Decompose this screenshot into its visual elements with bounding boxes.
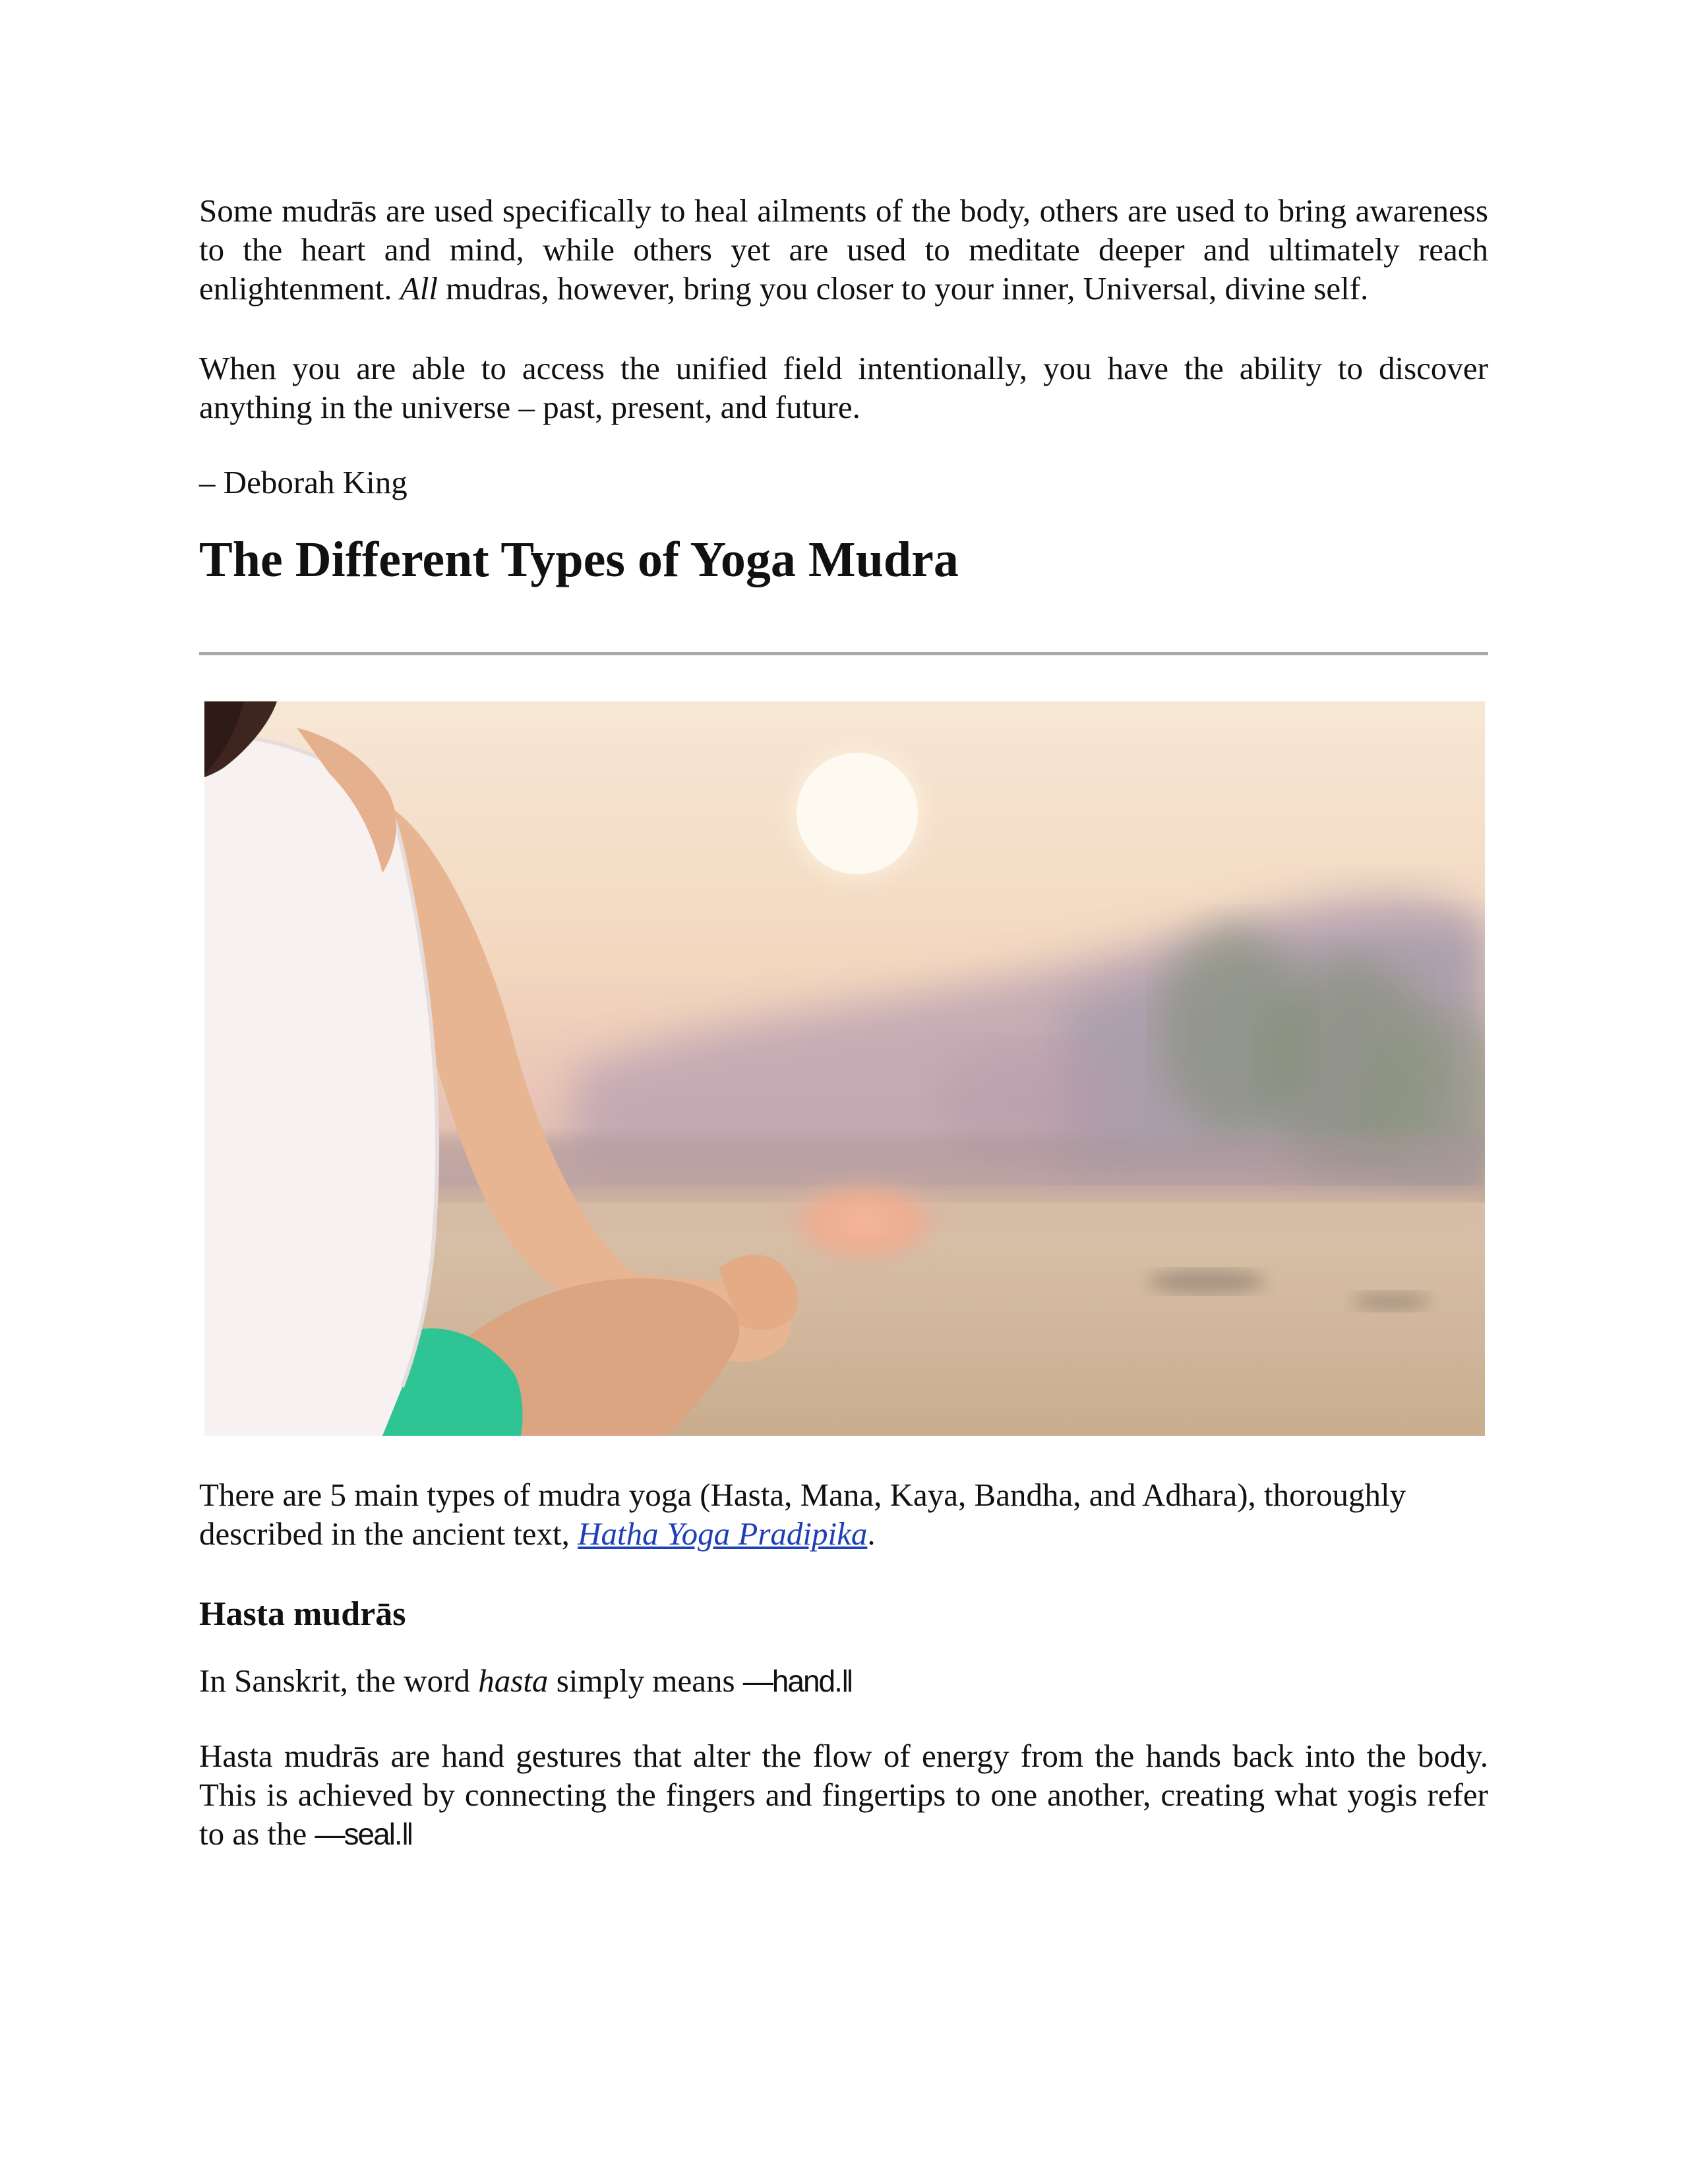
hand-quote: ―hand.‖ (742, 1664, 853, 1698)
seal-quote: ―seal.‖ (315, 1817, 413, 1851)
intro-text: Some mudrās are used specifically to heal ailments of the body, others are used to bring awareness to the heart and mind, while others yet are used to meditate deeper and ultimately reach enlightenment. (199, 192, 1488, 307)
types-period: . (867, 1516, 876, 1552)
types-text: There are 5 main types of mudra yoga (Hasta, Mana, Kaya, Bandha, and Adhara), thoroughly described in the ancient text, (199, 1477, 1406, 1552)
hasta-emphasis: hasta (478, 1663, 549, 1699)
subheading-hasta-mudras: Hasta mudrās (199, 1595, 406, 1633)
intro-text-end: mudras, however, bring you closer to your inner, Universal, divine self. (438, 270, 1369, 307)
intro-paragraph (199, 191, 1488, 308)
types-paragraph (199, 1475, 1488, 1553)
intro-emphasis: All (400, 270, 438, 307)
sanskrit-paragraph (199, 1661, 1488, 1701)
hasta-text: Hasta mudrās are hand gestures that alter the flow of energy from the hands back into the body. This is achieved by connecting the fingers and fingertips to one another, creating what yogis refer to as the (199, 1738, 1488, 1852)
section-heading: The Different Types of Yoga Mudra (199, 532, 959, 587)
quote-text: When you are able to access the unified field intentionally, you have the ability to discover anything in the universe – past, present, and future. (199, 350, 1488, 425)
sanskrit-text: In Sanskrit, the word (199, 1663, 479, 1699)
page-content (199, 191, 1488, 1854)
hasta-paragraph (199, 1736, 1488, 1854)
meditation-photo (204, 701, 1485, 1436)
quote-attribution: – Deborah King (199, 464, 407, 500)
horizontal-divider (199, 652, 1488, 655)
hatha-yoga-pradipika-link[interactable]: Hatha Yoga Pradipika (578, 1516, 868, 1552)
sanskrit-text-middle: simply means (548, 1663, 743, 1699)
